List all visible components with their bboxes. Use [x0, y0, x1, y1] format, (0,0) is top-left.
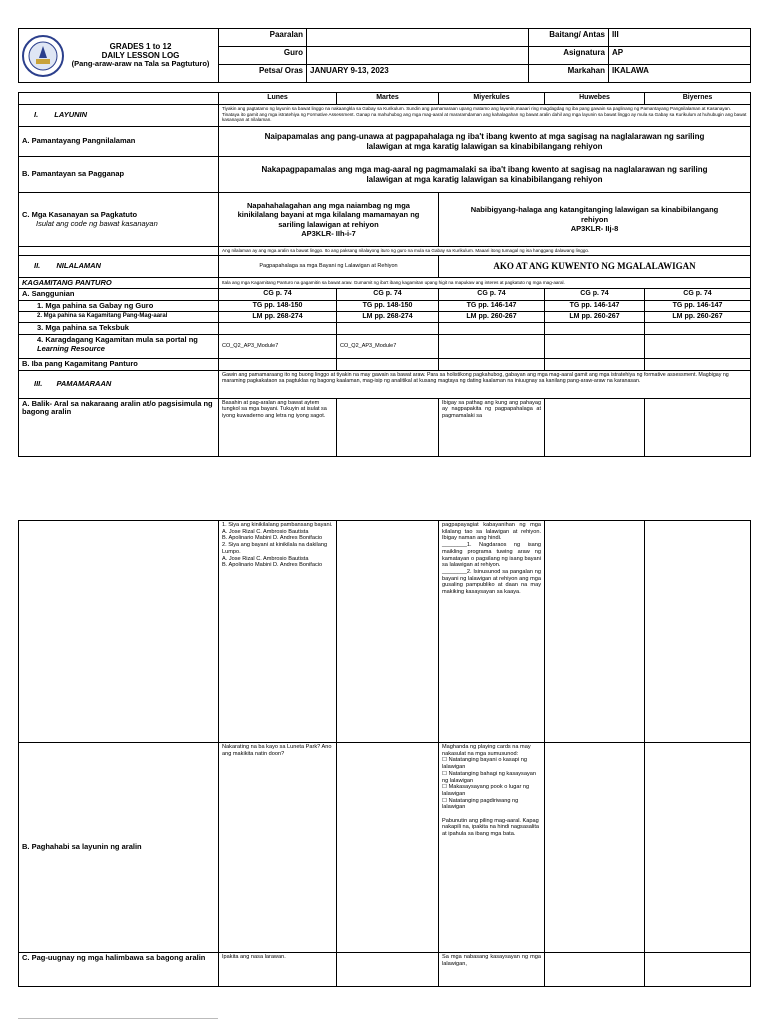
balik-aral-miyerkules: Ibigay sa pathag ang kung ang pahayag ay nagpapakita ng pagpapahalaga at pagmamalaki sa: [439, 398, 545, 456]
kasanayan-sub: Isulat ang code ng bawat kasanayan: [36, 218, 158, 228]
paghahabi-item: [442, 811, 541, 818]
layunin-label: LAYUNIN: [54, 110, 88, 120]
layunin-heading: [19, 105, 219, 127]
teksbuk-label: 3. Mga pahina sa Teksbuk: [19, 323, 219, 335]
sanggunian-miyerkules: CG p. 74: [439, 289, 545, 301]
gabay-guro-huwebes: TG pp. 146-147: [545, 300, 645, 312]
kasanayan-cell: [19, 193, 219, 247]
asignatura-value: AP: [609, 47, 751, 65]
title-grades: GRADES 1 to 12: [109, 42, 172, 51]
kagamitan-label: KAGAMITANG PANTURO: [19, 277, 219, 289]
petsa-label: Petsa/ Oras: [219, 65, 307, 83]
karagdagang-cell: [19, 335, 219, 359]
header-table: [18, 28, 751, 83]
lunes-item: 2. Siya ang bayani at kinikilala na dakilang Lumpo.: [222, 542, 328, 555]
guro-label: Guro: [219, 47, 307, 65]
petsa-value: JANUARY 9-13, 2023: [307, 65, 529, 83]
miyerkules-item: ________2. Isinusunod sa pangalan ng bayani ng lalawigan at rehiyon ang mga gusaling pampubliko at daan na may makiking kasaysayan sa kaaya.: [442, 568, 541, 596]
karagdagang-martes: CO_Q2_AP3_Module7: [337, 335, 439, 359]
lm-martes: LM pp. 268-274: [337, 312, 439, 323]
lm-miyerkules: LM pp. 260-267: [439, 312, 545, 323]
pag-uugnay-label: C. Pag-uugnay ng mga halimbawa sa bagong aralin: [19, 953, 219, 987]
page2-miyerkules-items: [439, 521, 545, 743]
day-header-biyernes: Biyernes: [645, 93, 751, 105]
title-dll: DAILY LESSON LOG: [101, 51, 180, 61]
balik-aral-label: A. Balik- Aral sa nakaraang aralin at/o pagsisimula ng bagong aralin: [19, 398, 219, 456]
gabay-guro-lunes: TG pp. 148-150: [219, 300, 337, 312]
paaralan-value: [307, 29, 529, 47]
kasanayan-left-code: AP3KLR- IIh-i-7: [301, 228, 356, 238]
paghahabi-item: ☐ Natatanging bayani o kasapi ng lalawigan: [442, 757, 527, 771]
karagdagang-label: 4. Karagdagang Kagamitan mula sa portal ng: [37, 335, 198, 345]
deped-seal-icon: [21, 34, 65, 78]
karagdagang-huwebes: [545, 335, 645, 359]
baitang-label: Baitang/ Antas: [529, 29, 609, 47]
pagganap-label: B. Pamantayan sa Pagganap: [19, 157, 219, 193]
page2-lunes-items: [219, 521, 337, 743]
lunes-item: B. Apolinario Mabini D. Andres Bonifacio: [222, 562, 323, 569]
day-header-miyerkules: Miyerkules: [439, 93, 545, 105]
lunes-item: B. Apolinario Mabini D. Andres Bonifacio: [222, 535, 323, 542]
layunin-text: Tiyakin ang pagtatamo ng layunin sa bawat linggo na nakaangkla sa Gabay sa Kurikulum. Sundin ang pamamaraan upang matamo ang layunin,maaari ring magdagdag ng iba pang gawain sa paglinang ng Pamantayang Pangnilalaman at Kasanayan. Tinataya ito gamit ang mga istratehiya ng Formative Assessment. Ganap na mahuhubog ang mga mag-aaral at mararamdaman ang kahalagahan ng bawat aralin dahil ang mga layunin sa bawat linggo ay mula sa Gabay sa Kurikulum at huhubugin ang bawat kasanayan at nilalaman.: [219, 105, 751, 127]
nilalaman-heading: [19, 255, 219, 277]
kasanayan-right-text: Nabibigyang-halaga ang katangitanging lalawigan sa kinabibilangang rehiyon: [470, 205, 719, 224]
asignatura-label: Asignatura: [529, 47, 609, 65]
page-divider: [18, 1018, 218, 1023]
pag-uugnay-lunes: Ipakita ang nasa larawan.: [219, 953, 337, 987]
lm-huwebes: LM pp. 260-267: [545, 312, 645, 323]
lesson-table: [18, 92, 751, 457]
karagdagang-miyerkules: [439, 335, 545, 359]
gabay-guro-label: 1. Mga pahina sa Gabay ng Guro: [19, 300, 219, 312]
sanggunian-huwebes: CG p. 74: [545, 289, 645, 301]
sanggunian-biyernes: CG p. 74: [645, 289, 751, 301]
kasanayan-right-code: AP3KLR- IIj-8: [570, 224, 619, 234]
paghahabi-lunes: Nakarating na ba kayo sa Luneta Park? Ano ang makikita natin doon?: [219, 743, 337, 953]
lunes-item: A. Jose Rizal C. Ambrosio Bautista: [222, 555, 309, 562]
markahan-value: IKALAWA: [609, 65, 751, 83]
paghahabi-item: ☐ Natatanging pagdiriwang ng lalawigan: [442, 797, 519, 811]
lunes-item: A. Jose Rizal C. Ambrosio Bautista: [222, 528, 309, 535]
paghahabi-item: Maghanda ng playing cards na may nakasulat na mga sumusunod:: [442, 744, 531, 757]
nilalaman-num: II.: [34, 260, 41, 270]
pamamaraan-num: III.: [34, 378, 43, 388]
markahan-label: Markahan: [529, 65, 609, 83]
lesson-table-page2: [18, 520, 751, 987]
sanggunian-label: A. Sanggunian: [19, 289, 219, 301]
gabay-guro-miyerkules: TG pp. 146-147: [439, 300, 545, 312]
paghahabi-item: ☐ Makasaysayang pook o lugar ng lalawigan: [442, 784, 530, 797]
karagdagang-biyernes: [645, 335, 751, 359]
pag-uugnay-miyerkules: Sa mga nabasang kasaysayan ng mga lalawigan,: [439, 953, 545, 987]
karagdagang-label-lr: Learning Resource: [37, 343, 105, 353]
nilalaman-right: AKO AT ANG KUWENTO NG MGALALAWIGAN: [439, 255, 751, 277]
lunes-item: 1. Siya ang kinikilalang pambansang bayani.: [222, 522, 333, 528]
kasanayan-left: [219, 193, 439, 247]
paghahabi-item: ☐ Natatanging bahagi ng kasaysayan ng lalawigan: [442, 770, 536, 784]
paghahabi-item: Pabunutin ang piling mag-aaral. Kapag nakapili na, ipakita na hindi nagsasalita at ipahula sa ibang mga bata.: [442, 817, 540, 838]
pangnilalaman-text: Naipapamalas ang pang-unawa at pagpapahalaga ng iba't ibang kwento at mga sagisag na naglalarawan ng sariling lalawigan at mga karatig lalawigan sa kinabibilangang rehiyon: [219, 127, 751, 157]
day-header-huwebes: Huwebes: [545, 93, 645, 105]
title-subtitle: (Pang-araw-araw na Tala sa Pagtuturo): [71, 59, 210, 69]
nilalaman-left: Pagpapahalaga sa mga Bayani ng Lalawigan at Rehiyon: [219, 255, 439, 277]
kagamitan-note: Itala ang mga Kagamitang Panturo na gagamitin sa bawat araw. Gumamit ng iba't ibang kagamitan upang higit na mapukaw ang interes at pagkatuto ng mga mag-aaral.: [219, 277, 751, 289]
day-header-martes: Martes: [337, 93, 439, 105]
gabay-guro-biyernes: TG pp. 146-147: [645, 300, 751, 312]
lm-biyernes: LM pp. 260-267: [645, 312, 751, 323]
layunin-num: I.: [34, 110, 39, 120]
kasanayan-label: C. Mga Kasanayan sa Pagkatuto: [22, 209, 138, 219]
pamamaraan-heading: [19, 370, 219, 398]
pang-mag-aaral-label: 2. Mga pahina sa Kagamitang Pang-Mag-aaral: [19, 312, 219, 323]
header-title-block: [19, 29, 219, 83]
nilalaman-note: Ang nilalaman ay ang mga aralin sa bawat linggo. Ito ang paksang nilalayong ituro ng guro na mula sa Gabay sa Kurikulum. Maaari itong tumagal ng isa hanggang dalawang linggo.: [219, 247, 751, 256]
balik-aral-lunes: Basahin at pag-aralan ang bawat aytem tungkol sa mga bayani. Tukuyin at isulat sa iyong kuwaderno ang letra ng iyong sagot.: [219, 398, 337, 456]
guro-value: [307, 47, 529, 65]
pamamaraan-label: PAMAMARAAN: [56, 378, 112, 388]
sanggunian-lunes: CG p. 74: [219, 289, 337, 301]
paghahabi-label: B. Paghahabi sa layunin ng aralin: [19, 743, 219, 953]
paaralan-label: Paaralan: [219, 29, 307, 47]
miyerkules-item: pagpapayagiat kabayanihan ng mga kilalang tao sa lalawigan at rehiyon. Ibigay naman ang hindi.: [442, 522, 541, 542]
kasanayan-left-text: Napahahalagahan ang mga naiambag ng mga kinikilalang bayani at mga kilalang mamamayan ng sariling lalawigan at rehiyon: [237, 200, 420, 229]
lm-lunes: LM pp. 268-274: [219, 312, 337, 323]
baitang-value: III: [609, 29, 751, 47]
paghahabi-miyerkules: [439, 743, 545, 953]
pamamaraan-note: [219, 370, 751, 398]
iba-pang-label: B. Iba pang Kagamitang Panturo: [19, 359, 219, 371]
pagganap-text: Nakapagpapamalas ang mga mag-aaral ng pagmamalaki sa iba't ibang kwento at sagisag na naglalarawan ng sariling lalawigan at mga karatig lalawigan sa kinabibilangang rehiyon: [219, 157, 751, 193]
miyerkules-item: ________1. Nagdaraos ng isang maikling programa tuwing araw ng kamatayan o pagsilang ng isang bayani sa lalawigan at rehiyon.: [442, 542, 541, 569]
kasanayan-right: [439, 193, 751, 247]
karagdagang-lunes: CO_Q2_AP3_Module7: [219, 335, 337, 359]
sanggunian-martes: CG p. 74: [337, 289, 439, 301]
nilalaman-label: NILALAMAN: [56, 260, 101, 270]
day-header-lunes: Lunes: [219, 93, 337, 105]
gabay-guro-martes: TG pp. 148-150: [337, 300, 439, 312]
pamamaraan-note-text: Gawin ang pamamaraang ito ng buong linggo at tiyakin na may gawain sa bawat araw. Para sa holistikong pagkahubog, gabayan ang mga mag-aaral gamit ang mga istratehiya ng formative assessment. Magbigay ng maraming pagkakataon sa pagtuklas ng bagong kaalaman, mag-isip ng analitikal at kusang magtaya ng dating kaalaman na iniuugnay sa kanilang pang-araw-araw na karanasan.: [222, 371, 729, 385]
pangnilalaman-label: A. Pamantayang Pangnilalaman: [19, 127, 219, 157]
